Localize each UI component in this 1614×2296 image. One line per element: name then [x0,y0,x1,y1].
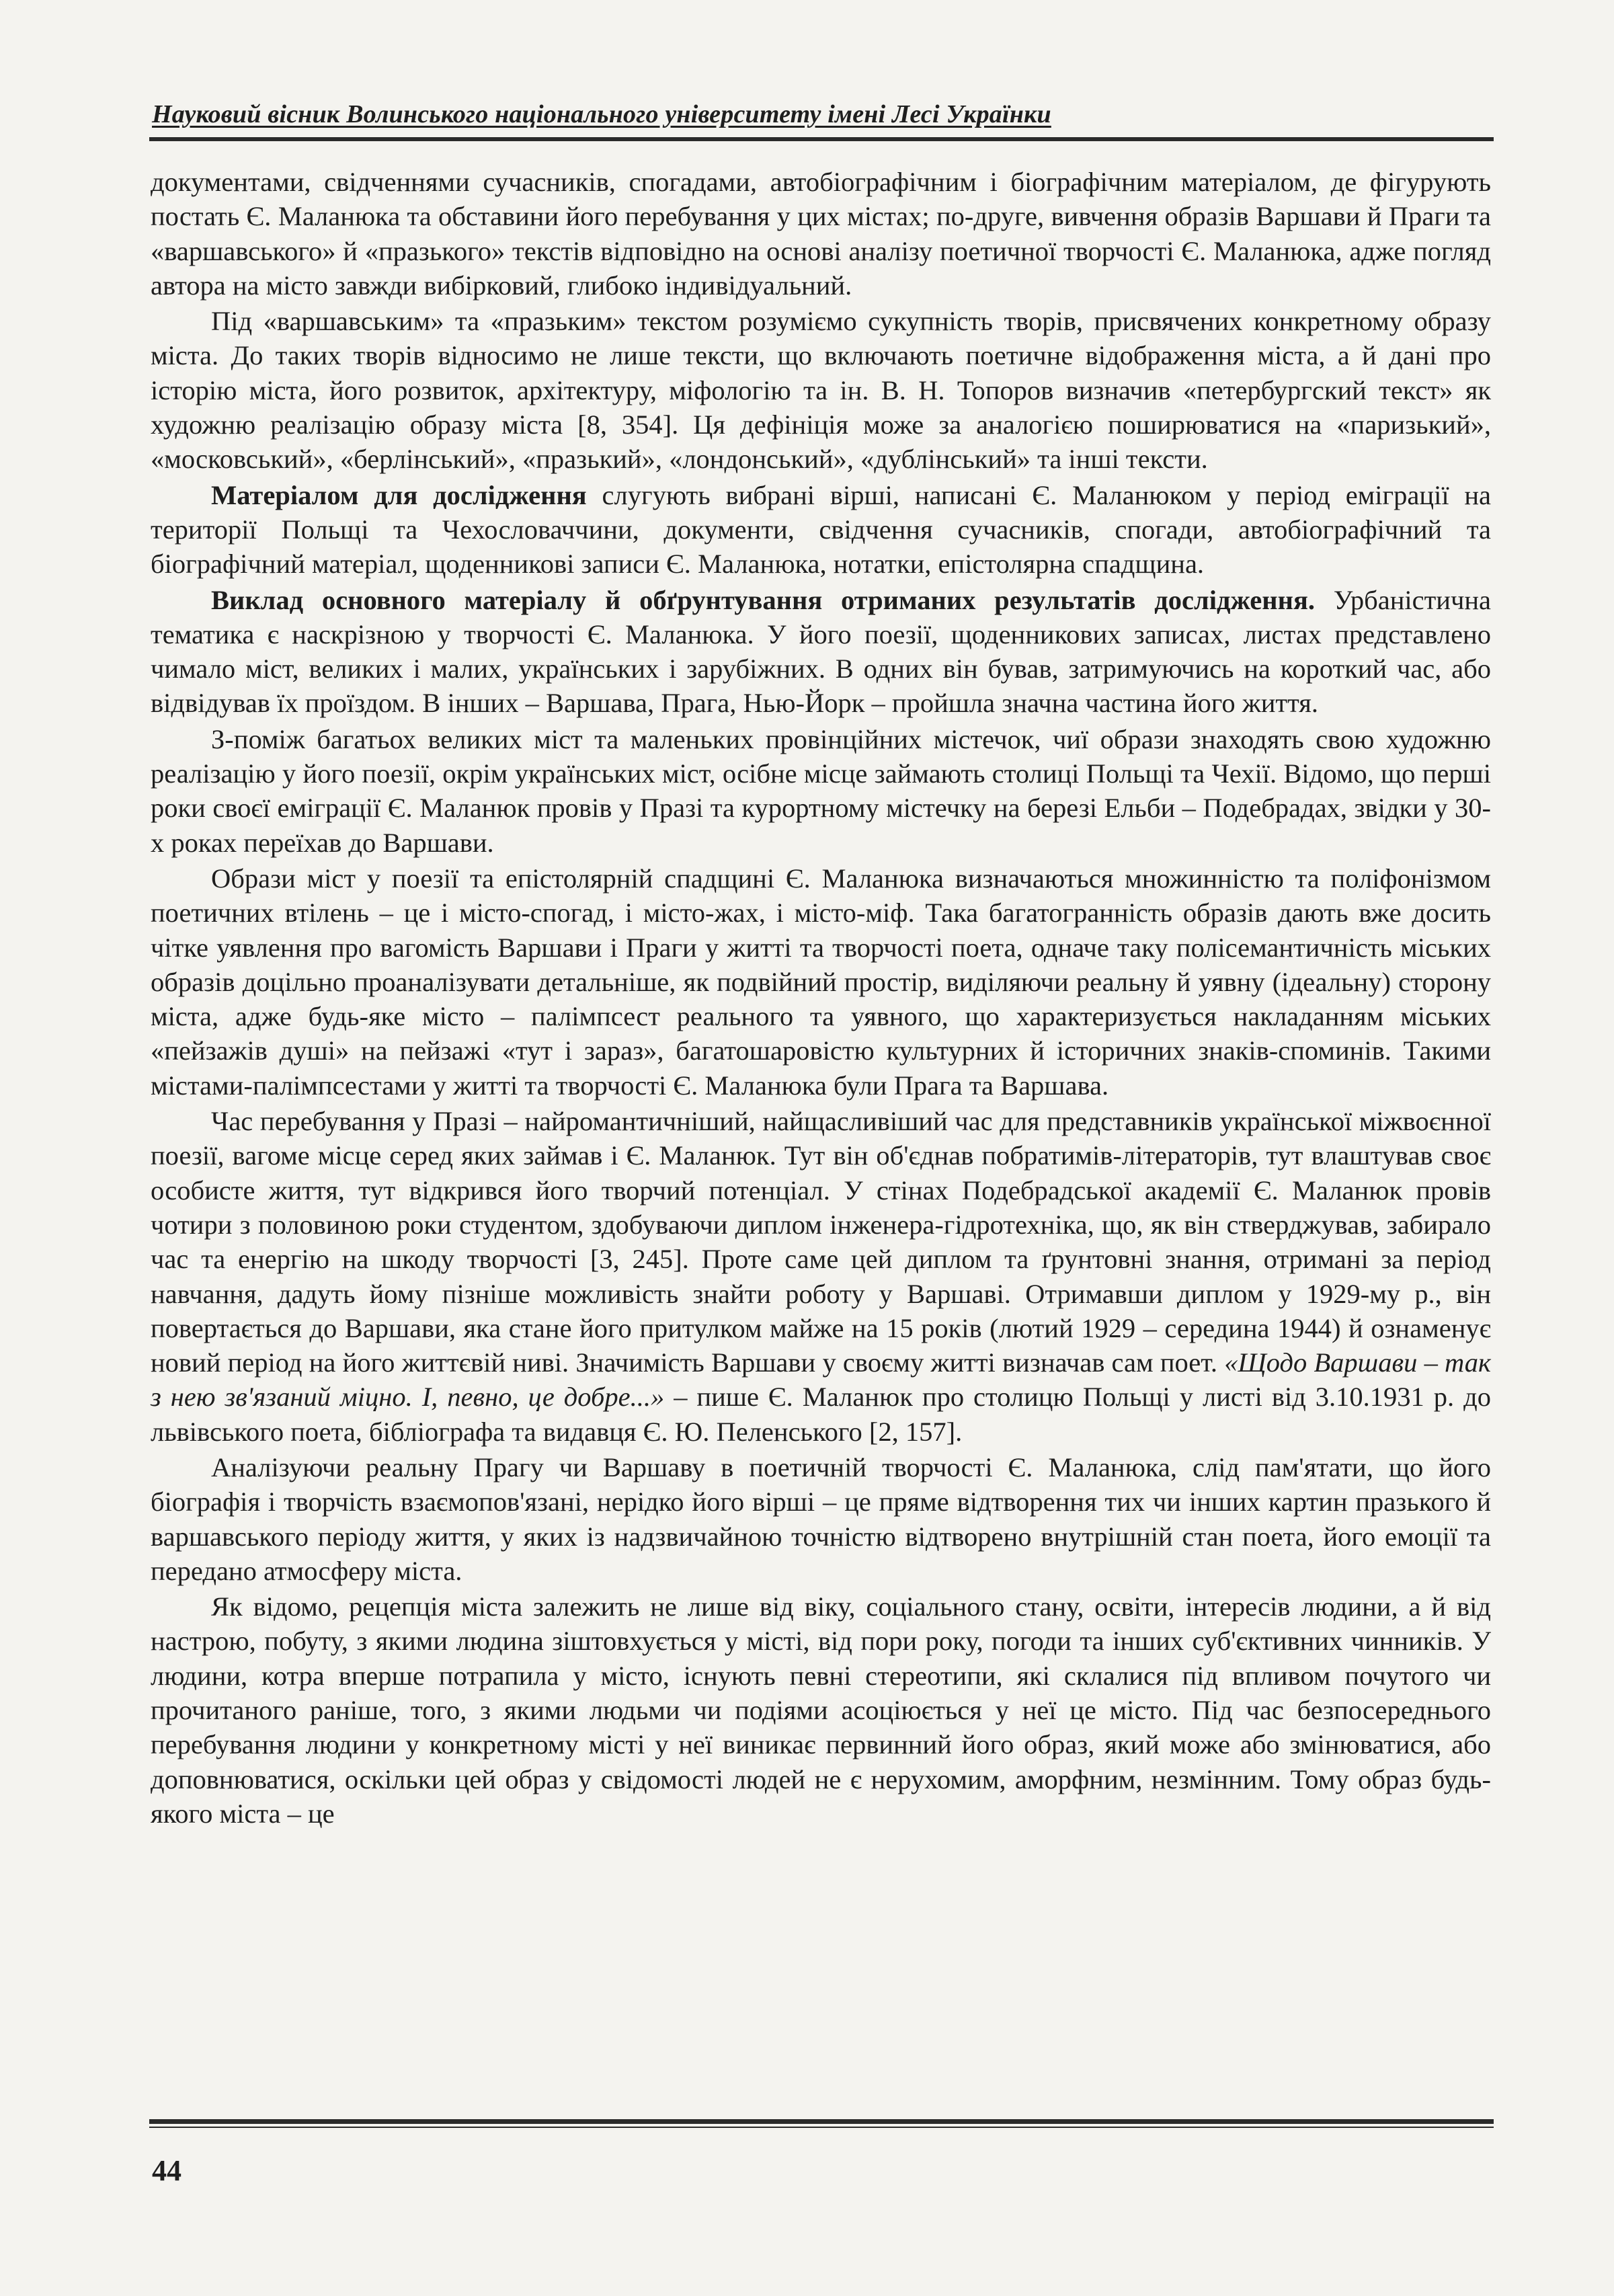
paragraph-8-text: Аналізуючи реальну Прагу чи Варшаву в поетичній творчості Є. Маланюка, слід пам'ятати, що його біографія і творчість взаємопов'язані, нерідко його вірші – це пряме відтворення тих чи інших картин празького й варшавського періоду життя, у яких із надзвичайною точністю відтворено внутрішній стан поета, його емоції та передано атмосферу міста. [151,1452,1491,1586]
paragraph-4-lead: Виклад основного матеріалу й обґрунтування отриманих результатів дослідження. [211,584,1315,615]
header-rule [149,137,1494,141]
paragraph-7-text: Час перебування у Празі – найромантичніший, найщасливіший час для представників української міжвоєнної поезії, вагоме місце серед яких займав і Є. Маланюк. Тут він об'єднав побратимів-літераторів, тут влаштував своє особисте життя, тут відкрився його творчий потенціал. У стінах Подебрадської академії Є. Маланюк провів чотири з половиною роки студентом, здобуваючи диплом інженера-гідротехніка, що, як він стверджував, забирало час та енергію на шкоду творчості [3, 245]. Проте саме цей диплом та ґрунтовні знання, отримані за період навчання, дадуть йому пізніше можливість знайти роботу у Варшаві. Отримавши диплом у 1929-му р., він повертається до Варшави, яка стане його притулком майже на 15 років (лютий 1929 – середина 1944) й ознаменує новий період на його життєвій ниві. Значимість Варшави у своєму житті визначав сам поет. [151,1106,1491,1378]
paragraph-2-text: Під «варшавським» та «празьким» текстом розуміємо сукупність творів, присвячених конкретному образу міста. До таких творів відносимо не лише тексти, що включають поетичне відображення міста, а й дані про історію міста, його розвиток, архітектуру, міфологію та ін. В. Н. Топоров визначив «петербургский текст» як художню реалізацію образу міста [8, 354]. Ця дефініція може за аналогією поширюватися на «паризький», «московський», «берлінський», «празький», «лондонський», «дублінський» та інші тексти. [151,306,1491,475]
paragraph-1 [151,165,1491,303]
paragraph-8 [151,1450,1491,1588]
paragraph-4 [151,583,1491,721]
article-body [151,165,1491,1832]
paragraph-7 [151,1104,1491,1449]
paragraph-9-text: Як відомо, рецепція міста залежить не лише від віку, соціального стану, освіти, інтересів людини, а й від настрою, побуту, з якими людина зіштовхується у місті, від пори року, погоди та інших суб'єктивних чинників. У людини, котра вперше потрапила у місто, існують певні стереотипи, які склалися під впливом почутого чи прочитаного раніше, того, з якими людьми чи подіями асоціюється у неї це місто. Під час безпосереднього перебування людини у конкретному місті у неї виникає первинний його образ, який може або змінюватися, або доповнюватися, оскільки цей образ у свідомості людей не є нерухомим, аморфним, незмінним. Тому образ будь-якого міста – це [151,1591,1491,1829]
paragraph-6 [151,861,1491,1103]
paragraph-5-text: З-поміж багатьох великих міст та маленьких провінційних містечок, чиї образи знаходять свою художню реалізацію у його поезії, окрім українських міст, осібне місце займають столиці Польщі та Чехії. Відомо, що перші роки своєї еміграції Є. Маланюк провів у Празі та курортному містечку на березі Ельби – Подебрадах, звідки у 30-х роках переїхав до Варшави. [151,723,1491,858]
page-number: 44 [152,2154,181,2187]
running-header: Науковий вісник Волинського національного університету імені Лесі Українки [152,100,1051,128]
paragraph-3 [151,478,1491,582]
paragraph-4-text: Урбаністична тематика є наскрізною у творчості Є. Маланюка. У його поезії, щоденникових записах, листах представлено чимало міст, великих і малих, українських і зарубіжних. В одних він бував, затримуючись на короткий час, або відвідував їх проїздом. В інших – Варшава, Прага, Нью-Йорк – пройшла значна частина його життя. [151,584,1491,719]
paragraph-1-text: документами, свідченнями сучасників, спогадами, автобіографічним і біографічним матеріалом, де фігурують постать Є. Маланюка та обставини його перебування у цих містах; по-друге, вивчення образів Варшави й Праги та «варшавського» й «празького» текстів відповідно на основі аналізу поетичної творчості Є. Маланюка, адже погляд автора на місто завжди вибірковий, глибоко індивідуальний. [151,167,1491,301]
paragraph-9 [151,1589,1491,1831]
paragraph-3-text: слугують вибрані вірші, написані Є. Маланюком у період еміграції на території Польщі та Чехословаччини, документи, свідчення сучасників, спогади, автобіографічний та біографічний матеріал, щоденникові записи Є. Маланюка, нотатки, епістолярна спадщина. [151,479,1492,580]
footer-rule-thin [149,2127,1494,2128]
paragraph-7-quote: «Щодо Варшави – так з нею зв'язаний міцно. І, певно, це добре...» [151,1347,1491,1413]
paragraph-7-after: – пише Є. Маланюк про столицю Польщі у листі від 3.10.1931 р. до львівського поета, бібліографа та видавця Є. Ю. Пеленського [2, 157]. [151,1382,1491,1447]
paragraph-2 [151,304,1491,476]
paragraph-6-text: Образи міст у поезії та епістолярній спадщині Є. Маланюка визначаються множинністю та поліфонізмом поетичних втілень – це і місто-спогад, і місто-жах, і місто-міф. Така багатогранність образів дають вже досить чітке уявлення про вагомість Варшави і Праги у житті та творчості поета, одначе таку полісемантичність міських образів доцільно проаналізувати детальніше, як подвійний простір, виділяючи реальну й уявну (ідеальну) сторону міста, адже будь-яке місто – палімпсест реального та уявного, що характеризується накладанням міських «пейзажів душі» на пейзажі «тут і зараз», багатошаровістю культурних й історичних знаків-споминів. Такими містами-палімпсестами у житті та творчості Є. Маланюка були Прага та Варшава. [151,863,1491,1101]
footer-rule [149,2119,1494,2124]
paragraph-3-lead: Матеріалом для дослідження [211,479,587,510]
paragraph-5 [151,722,1491,860]
